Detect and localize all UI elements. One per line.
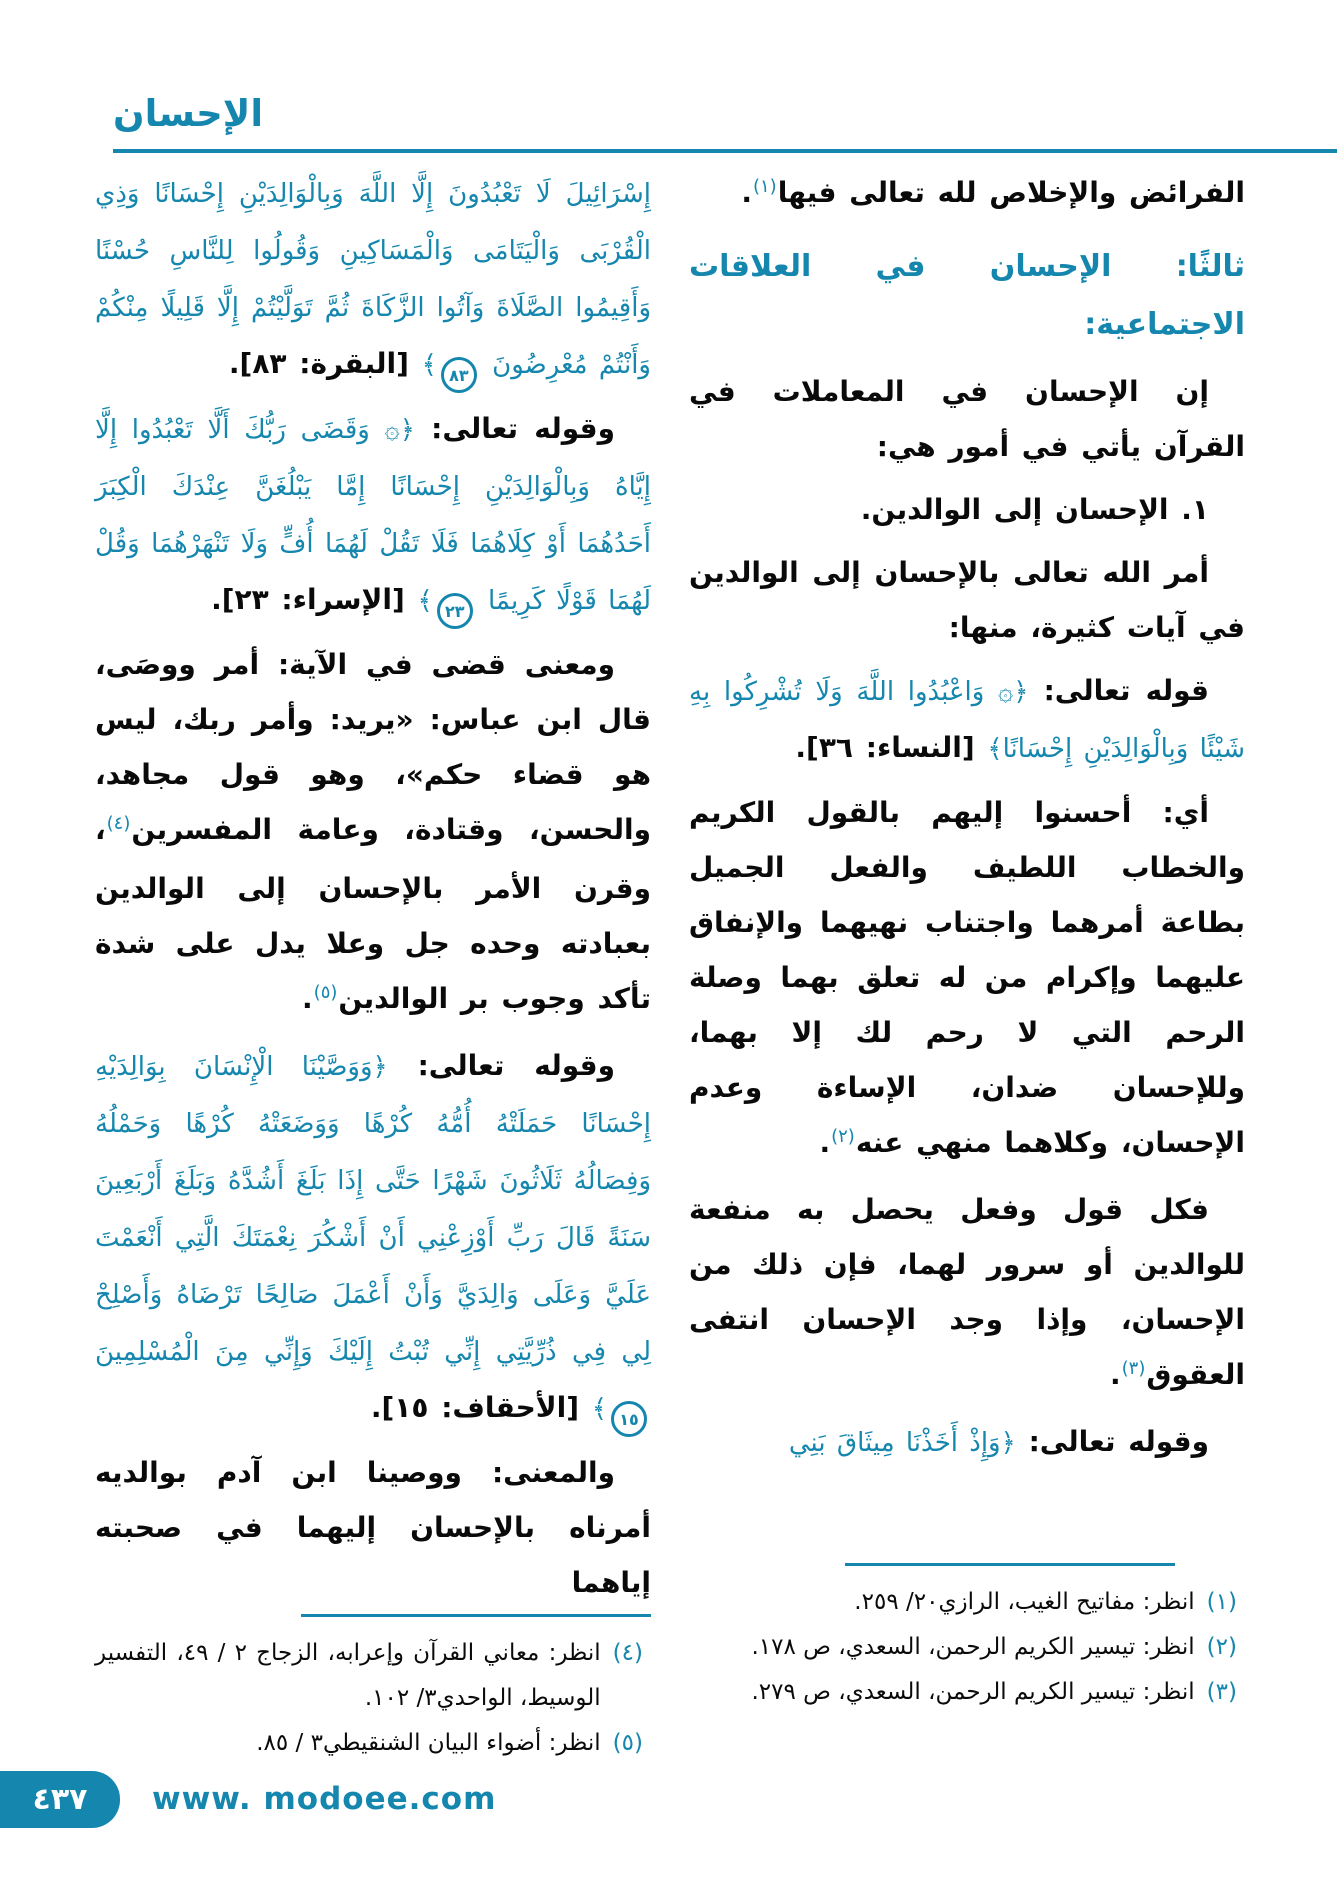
footnote-text: انظر: أضواء البيان الشنقيطي٣ / ٨٥. — [256, 1730, 601, 1756]
paragraph — [689, 482, 1245, 537]
quran-verse-text: ﴿۞ وَقَضَى رَبُّكَ أَلَّا تَعْبُدُوا إِلَّا إِيَّاهُ وَبِالْوَالِدَيْنِ إِحْسَانًا إِمَّا يَبْلُغَنَّ عِنْدَكَ الْكِبَرَ أَحَدُهُمَا أَوْ كِلَاهُمَا فَلَا تَقُلْ لَهُمَا أُفٍّ وَلَا تَنْهَرْهُمَا وَقُلْ لَهُمَا قَوْلًا كَرِيمًا — [95, 415, 651, 616]
footnote-number: (٤) — [612, 1640, 643, 1666]
paragraph — [689, 1414, 1245, 1471]
body-text: وقوله تعالى: — [387, 1049, 616, 1082]
body-text: . — [741, 176, 752, 209]
footnote-ref: (٤) — [106, 813, 131, 834]
body-text: ، وقرن الأمر بالإحسان إلى الوالدين بعبادته وحده جل وعلا يدل على شدة تأكد وجوب بر الوالدين — [95, 813, 651, 1015]
footnotes-separator — [301, 1614, 651, 1617]
quran-verse-text: ﴿۞ وَاعْبُدُوا اللَّهَ وَلَا تُشْرِكُوا بِهِ شَيْئًا وَبِالْوَالِدَيْنِ إِحْسَانًا﴾ — [689, 677, 1245, 764]
body-text: ١. الإحسان إلى الوالدين. — [860, 493, 1209, 526]
page-number: ٤٣٧ — [32, 1782, 88, 1817]
section-heading — [689, 238, 1245, 354]
page-number-tab — [0, 1771, 120, 1828]
body-text: وقوله تعالى: — [415, 412, 616, 445]
body-text: . — [819, 1126, 831, 1159]
page-title: الإحسان — [113, 92, 264, 135]
columns — [0, 153, 1339, 1756]
paragraph — [689, 663, 1245, 777]
footnote-ref: (٢) — [831, 1126, 855, 1147]
body-text: . — [1109, 1358, 1121, 1391]
body-text: فكل قول وفعل يحصل به منفعة للوالدين أو سرور لهما، فإن ذلك من الإحسان، وإذا وجد الإحسان انتفى العقوق — [689, 1193, 1245, 1391]
paragraph — [95, 165, 651, 393]
column-left — [95, 161, 651, 1756]
footnote — [95, 1721, 651, 1766]
footnote-text: انظر: معاني القرآن وإعرابه، الزجاج ٢ / ٤٩، التفسير الوسيط، الواحدي٣/ ١٠٢. — [95, 1640, 601, 1711]
footnote-ref: (٥) — [313, 982, 338, 1003]
quran-verse-text: ﴾ — [591, 1394, 607, 1424]
quran-verse-text: ﴾ — [421, 350, 437, 380]
body-text: ومعنى قضى في الآية: أمر ووصَى، قال ابن عباس: «يريد: وأمر ربك، ليس هو قضاء حكم»، وهو قول مجاهد، والحسن، وقتادة، وعامة المفسرين — [95, 648, 651, 846]
footnote-ref: (٣) — [1121, 1358, 1146, 1379]
paragraph — [689, 165, 1245, 224]
footnote — [689, 1580, 1245, 1625]
footnote-ref: (١) — [752, 176, 777, 197]
quran-verse-text: ﴾ — [417, 586, 433, 616]
body-text: قوله تعالى: — [1028, 674, 1210, 707]
ayah-number-badge: ١٥ — [611, 1401, 647, 1437]
body-text: الفرائض والإخلاص لله تعالى فيها — [777, 176, 1245, 209]
body-text: والمعنى: ووصينا ابن آدم بوالديه أمرناه بالإحسان إليهما في صحبته إياهما — [95, 1456, 651, 1599]
body-text: [الأحقاف: ١٥]. — [370, 1391, 592, 1424]
ayah-number-badge: ٢٣ — [437, 593, 473, 629]
paragraph — [95, 1445, 651, 1610]
paragraph — [689, 1182, 1245, 1406]
body-text: [الإسراء: ٢٣]. — [211, 583, 418, 616]
page-footer — [0, 1771, 1339, 1828]
website-url: www. modoee.com — [152, 1781, 497, 1817]
footnotes — [689, 1563, 1245, 1719]
quran-verse-text: ﴿وَوَصَّيْنَا الْإِنْسَانَ بِوَالِدَيْهِ إِحْسَانًا حَمَلَتْهُ أُمُّهُ كُرْهًا وَوَضَعَتْهُ كُرْهًا وَحَمْلُهُ وَفِصَالُهُ ثَلَاثُونَ شَهْرًا حَتَّى إِذَا بَلَغَ أَشُدَّهُ وَبَلَغَ أَرْبَعِينَ سَنَةً قَالَ رَبِّ أَوْزِعْنِي أَنْ أَشْكُرَ نِعْمَتَكَ الَّتِي أَنْعَمْتَ عَلَيَّ وَعَلَى وَالِدَيَّ وَأَنْ أَعْمَلَ صَالِحًا تَرْضَاهُ وَأَصْلِحْ لِي فِي ذُرِّيَّتِي إِنِّي تُبْتُ إِلَيْكَ وَإِنِّي مِنَ الْمُسْلِمِينَ — [95, 1052, 651, 1367]
footnote-text: انظر: مفاتيح الغيب، الرازي٢٠/ ٢٥٩. — [854, 1589, 1195, 1615]
footnotes-separator — [845, 1563, 1175, 1566]
body-text: [البقرة: ٨٣]. — [228, 347, 422, 380]
footnote-number: (٣) — [1206, 1679, 1237, 1705]
footnote-text: انظر: تيسير الكريم الرحمن، السعدي، ص ١٧٨. — [751, 1634, 1195, 1660]
page-header — [0, 0, 1339, 135]
paragraph — [95, 1038, 651, 1437]
footnote — [95, 1631, 651, 1721]
body-text: . — [302, 982, 313, 1015]
footnote — [689, 1625, 1245, 1670]
body-text: أي: أحسنوا إليهم بالقول الكريم والخطاب اللطيف والفعل الجميل بطاعة أمرهما واجتناب نهيهما والإنفاق عليهما وإكرام من له تعلق بهما وصلة الرحم التي لا رحم لك إلا بهما، وللإحسان ضدان، الإساءة وعدم الإحسان، وكلاهما منهي عنه — [689, 796, 1245, 1159]
footnote-text: انظر: تيسير الكريم الرحمن، السعدي، ص ٢٧٩. — [751, 1679, 1195, 1705]
footnotes — [95, 1614, 651, 1770]
paragraph — [95, 637, 651, 1030]
column-right — [689, 161, 1245, 1719]
paragraph — [689, 785, 1245, 1174]
body-text: وقوله تعالى: — [1015, 1425, 1209, 1458]
quran-verse-text: ﴿وَإِذْ أَخَذْنَا مِيثَاقَ بَنِي — [788, 1428, 1016, 1458]
heading-line: الاجتماعية: — [1084, 307, 1245, 342]
heading-line: ثالثًا: الإحسان في العلاقات — [689, 249, 1245, 284]
ayah-number-badge: ٨٣ — [441, 357, 477, 393]
footnote-number: (١) — [1206, 1589, 1237, 1615]
footnote-number: (٥) — [612, 1730, 643, 1756]
paragraph — [95, 401, 651, 629]
body-text: إن الإحسان في المعاملات في القرآن يأتي في أمور هي: — [689, 375, 1245, 463]
footnote — [689, 1670, 1245, 1715]
body-text: [النساء: ٣٦]. — [795, 731, 988, 764]
paragraph — [689, 545, 1245, 655]
paragraph — [689, 364, 1245, 474]
quran-verse-text: إِسْرَائِيلَ لَا تَعْبُدُونَ إِلَّا اللَّهَ وَبِالْوَالِدَيْنِ إِحْسَانًا وَذِي الْقُرْبَى وَالْيَتَامَى وَالْمَسَاكِينِ وَقُولُوا لِلنَّاسِ حُسْنًا وَأَقِيمُوا الصَّلَاةَ وَآتُوا الزَّكَاةَ ثُمَّ تَوَلَّيْتُمْ إِلَّا قَلِيلًا مِنْكُمْ وَأَنْتُمْ مُعْرِضُونَ — [95, 179, 651, 380]
footnote-number: (٢) — [1206, 1634, 1237, 1660]
body-text: أمر الله تعالى بالإحسان إلى الوالدين في آيات كثيرة، منها: — [689, 556, 1245, 644]
